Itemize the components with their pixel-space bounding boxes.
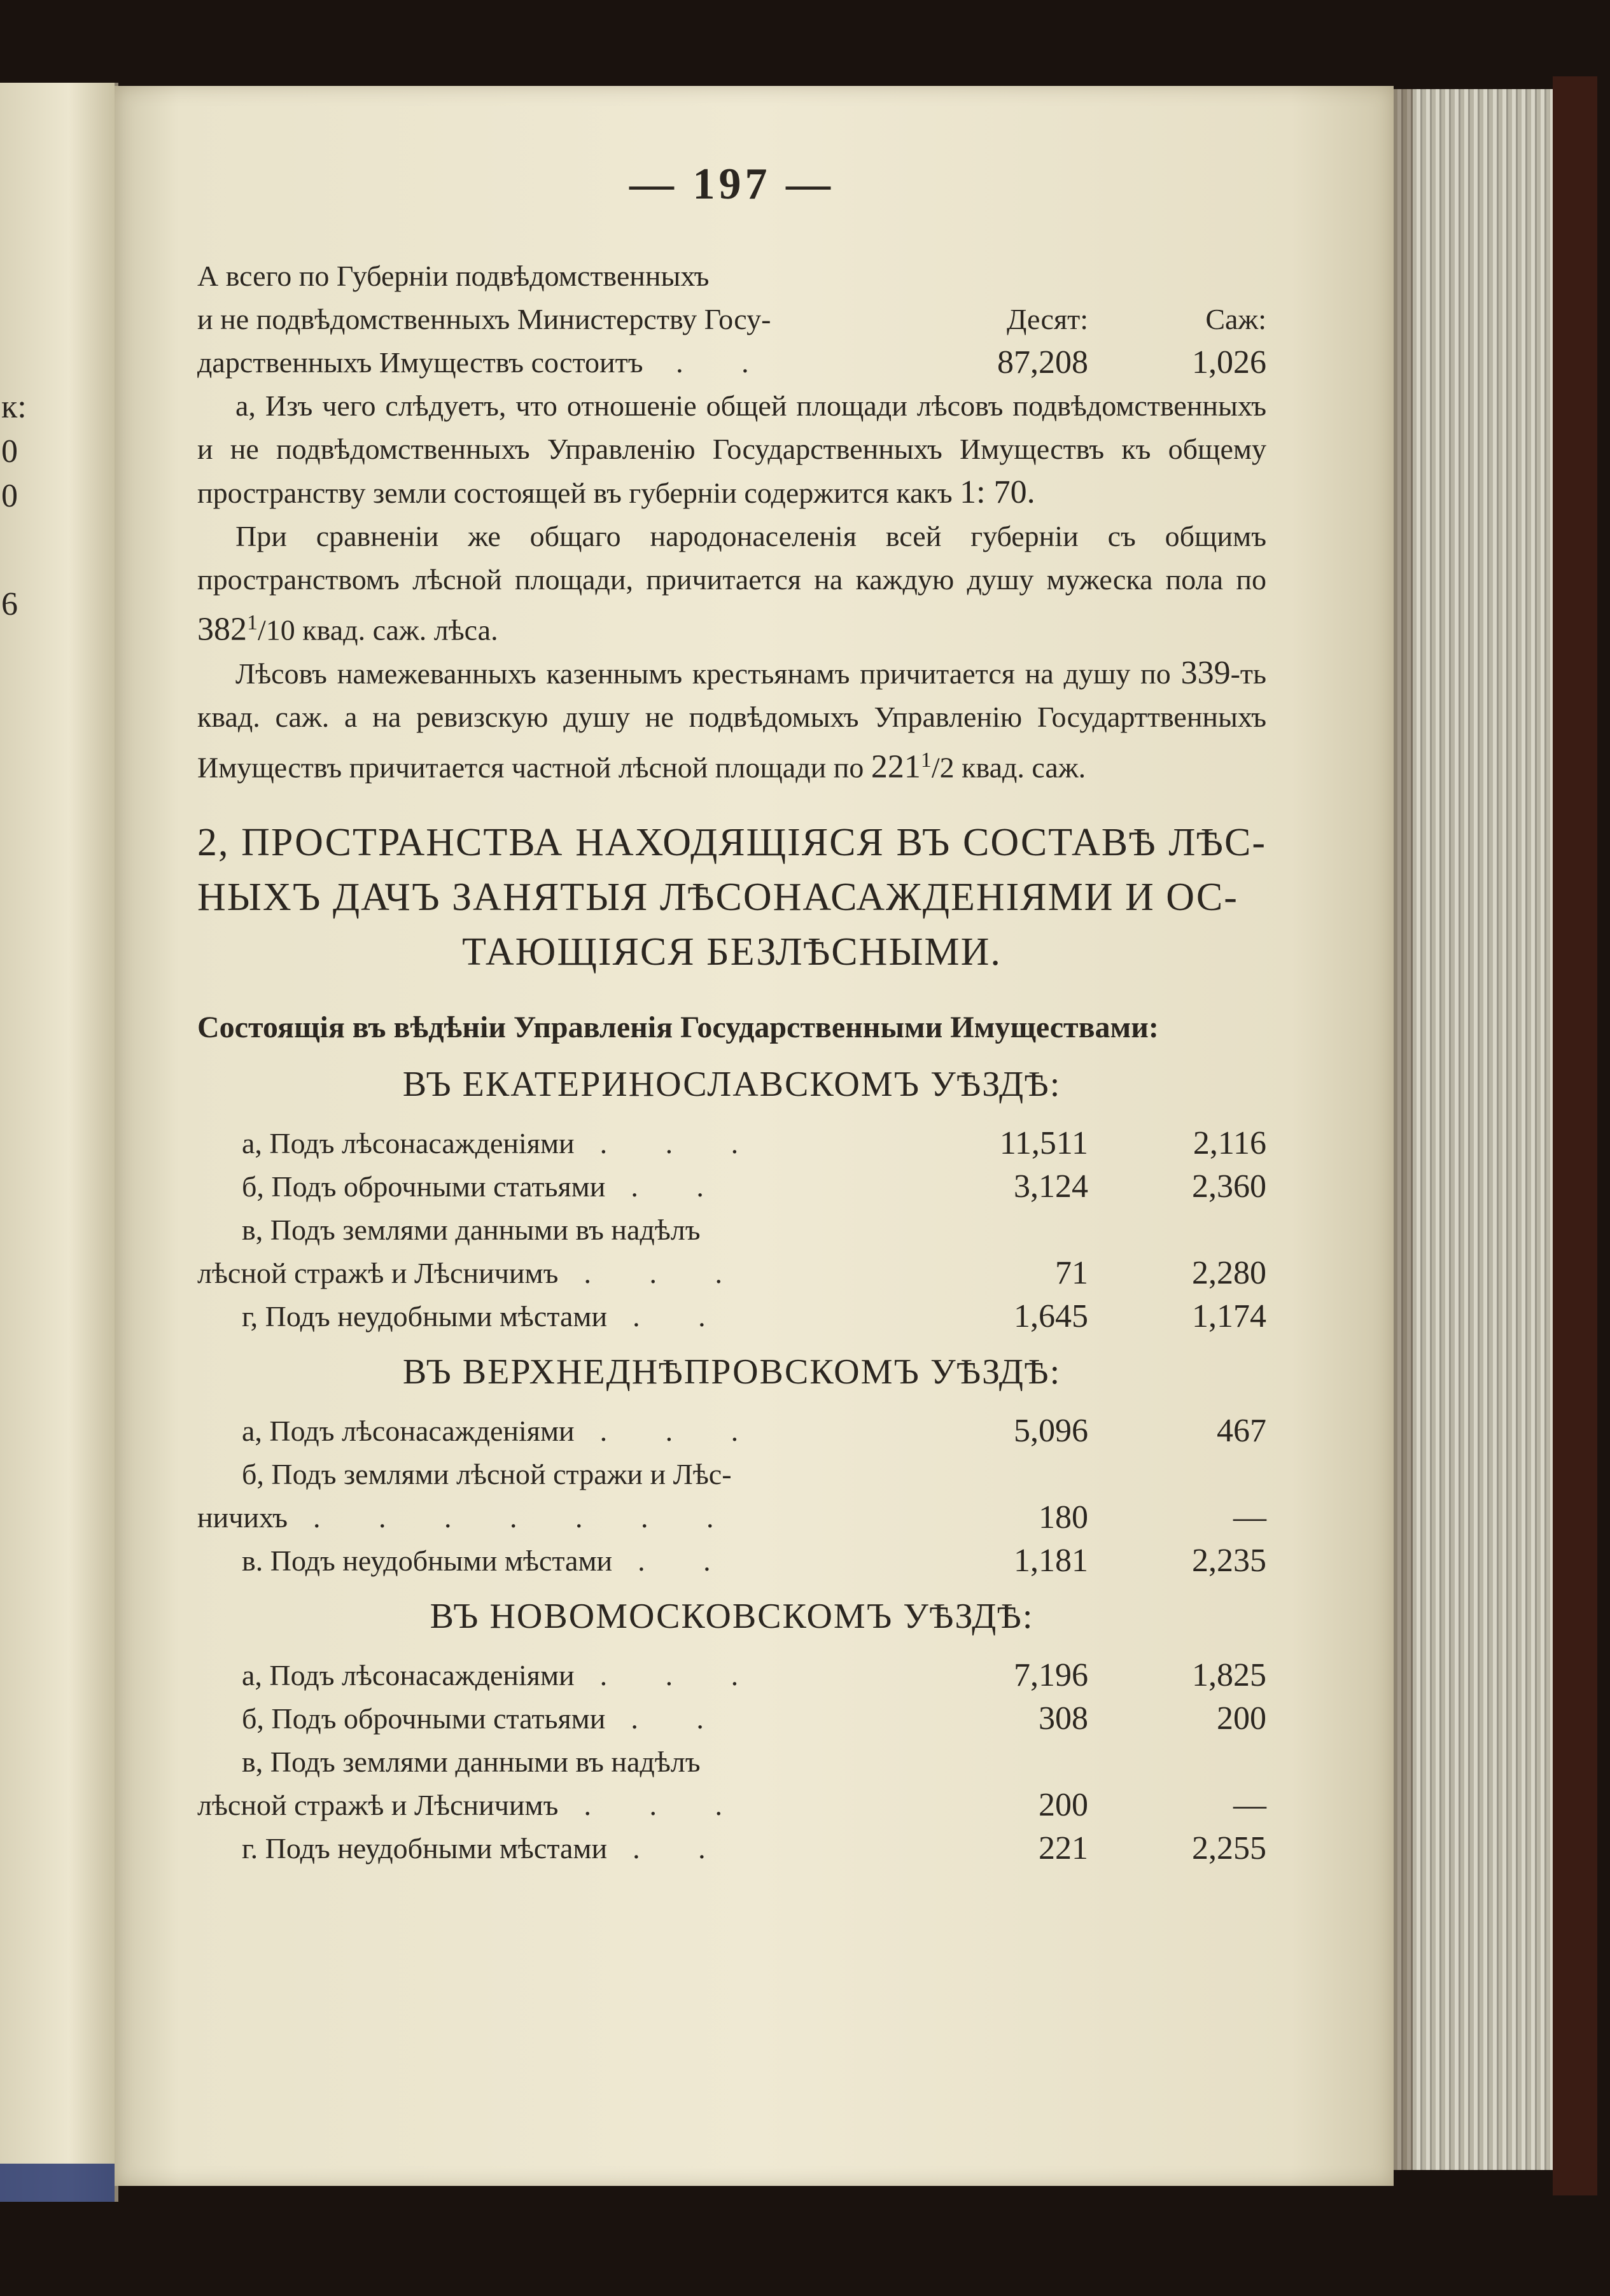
table-row <box>197 1410 1266 1453</box>
row-label: в. Подъ неудобными мѣстами . . <box>242 1544 736 1577</box>
table-row <box>197 1208 1266 1252</box>
value-sazh: 200 <box>1217 1700 1266 1737</box>
totals-line: дарственныхъ Имуществъ состоитъ . . <box>197 346 774 379</box>
value-sazh: — <box>1233 1499 1266 1536</box>
table-row <box>197 1165 1266 1208</box>
district-title: ВЪ ЕКАТЕРИНОСЛАВСКОМЪ УѢЗДѢ: <box>402 1064 1061 1104</box>
left-page-fragment: к: <box>1 389 27 425</box>
column-header-desyat: Десят: <box>1007 303 1088 335</box>
table-row <box>197 1453 1266 1496</box>
table-row <box>197 1539 1266 1583</box>
row-label: б, Подъ землями лѣсной стражи и Лѣс- <box>242 1457 732 1490</box>
section-heading-end: ТАЮЩІЯСЯ БЕЗЛѢСНЫМИ. <box>462 930 1002 974</box>
left-page-fragment: 0 <box>1 433 18 470</box>
value-sazh: 2,280 <box>1192 1254 1266 1291</box>
value-sazh <box>1088 1740 1266 1784</box>
value-sazh <box>1088 1453 1266 1496</box>
table-row <box>197 1295 1266 1338</box>
row-label: а, Подъ лѣсонасажденіями . . . <box>242 1126 764 1159</box>
row-label: г. Подъ неудобными мѣстами . . <box>242 1831 731 1865</box>
left-page-fragment: 6 <box>1 586 18 622</box>
totals-block <box>197 255 1266 384</box>
totals-line: А всего по Губерніи подвѣдомственныхъ <box>197 260 710 292</box>
value-desyat: 180 <box>1039 1499 1088 1536</box>
table-row <box>197 1654 1266 1697</box>
book-cover <box>1553 76 1597 2195</box>
value-desyat: 7,196 <box>1014 1656 1088 1693</box>
page-number: — 197 — <box>629 160 834 209</box>
value-desyat: 1,645 <box>1014 1298 1088 1334</box>
table-row <box>197 1697 1266 1740</box>
value-desyat <box>948 1740 1088 1784</box>
table-row <box>197 1496 1266 1539</box>
value-sazh: 2,360 <box>1192 1168 1266 1205</box>
value-sazh: — <box>1233 1786 1266 1823</box>
table-row <box>197 1784 1266 1827</box>
row-label: г, Подъ неудобными мѣстами . . <box>242 1299 731 1333</box>
value-desyat: 1,181 <box>1014 1542 1088 1579</box>
page-content <box>197 159 1266 1870</box>
row-label: б, Подъ оброчными статьями . . <box>242 1170 729 1203</box>
row-label: а, Подъ лѣсонасажденіями . . . <box>242 1658 764 1691</box>
row-label: б, Подъ оброчными статьями . . <box>242 1702 729 1735</box>
value-desyat <box>948 1453 1088 1496</box>
subheading: Состоящія въ вѣдѣніи Управленія Государственными Имуществами: <box>197 1010 1159 1044</box>
value-desyat: 221 <box>1039 1830 1088 1866</box>
value-sazh: 2,255 <box>1192 1830 1266 1866</box>
value-desyat: 5,096 <box>1014 1412 1088 1449</box>
row-label: лѣсной стражѣ и Лѣсничимъ . . . <box>197 1256 748 1289</box>
left-page-fragment: 0 <box>1 478 18 514</box>
value-desyat <box>948 1208 1088 1252</box>
totals-line: и не подвѣдомственныхъ Министерству Госу- <box>197 303 771 335</box>
value-sazh <box>1088 1208 1266 1252</box>
value-desyat: 200 <box>1039 1786 1088 1823</box>
paragraph-peasants: Лѣсовъ намежеванныхъ казеннымъ крестьянамъ причитается на душу по 339-ть квад. саж. а на ревизскую душу не подвѣдомыхъ Управленію Государттвенныхъ Имуществъ причитается частной лѣсной площади по $221^1/2$ квад. саж. <box>197 655 1267 785</box>
table-row <box>197 1827 1266 1870</box>
column-header-sazh: Саж: <box>1205 303 1266 335</box>
district-tables <box>197 1057 1266 1870</box>
section-heading: 2, ПРОСТРАНСТВА НАХОДЯЩІЯСЯ ВЪ СОСТАВѢ ЛѢС-НЫХЪ ДАЧЪ ЗАНЯТЫЯ ЛѢСОНАСАЖДЕНІЯМИ И ОС- <box>197 820 1266 919</box>
value-sazh: 2,235 <box>1192 1542 1266 1579</box>
value-desyat: 11,511 <box>999 1124 1088 1161</box>
bookmark-ribbon <box>0 2164 115 2202</box>
value-sazh: 1,174 <box>1192 1298 1266 1334</box>
page-gutter-shadow <box>1394 89 1413 2170</box>
table-row <box>197 1122 1266 1165</box>
paragraph-ratio: а, Изъ чего слѣдуетъ, что отношеніе общей площади лѣсовъ подвѣдомственныхъ и не подвѣдомственныхъ Управленію Государственныхъ Имуществъ къ общему пространству земли состоящей въ губерніи содержится какъ 1: 70. <box>197 389 1266 510</box>
value-desyat: 308 <box>1039 1700 1088 1737</box>
row-label: ничихъ . . . . . . . <box>197 1501 739 1534</box>
row-label: лѣсной стражѣ и Лѣсничимъ . . . <box>197 1788 748 1821</box>
paragraph-population: При сравненіи же общаго народонаселенія всей губерніи съ общимъ пространствомъ лѣсной площади, причитается на каждую душу мужеска пола по $382^1/10$ квад. саж. лѣса. <box>197 520 1266 648</box>
value-desyat: 71 <box>1055 1254 1088 1291</box>
table-row <box>197 1740 1266 1784</box>
total-desyat: 87,208 <box>997 344 1088 381</box>
value-sazh: 1,825 <box>1192 1656 1266 1693</box>
row-label: в, Подъ землями данными въ надѣлъ <box>242 1745 701 1778</box>
district-title: ВЪ НОВОМОСКОВСКОМЪ УѢЗДѢ: <box>430 1596 1034 1636</box>
district-title: ВЪ ВЕРХНЕДНѢПРОВСКОМЪ УѢЗДѢ: <box>402 1352 1061 1392</box>
previous-page-edge <box>0 83 118 2202</box>
row-label: а, Подъ лѣсонасажденіями . . . <box>242 1414 764 1447</box>
row-label: в, Подъ землями данными въ надѣлъ <box>242 1213 701 1246</box>
page-stack-edge <box>1394 89 1553 2170</box>
value-desyat: 3,124 <box>1014 1168 1088 1205</box>
value-sazh: 467 <box>1217 1412 1266 1449</box>
table-row <box>197 1252 1266 1295</box>
total-sazh: 1,026 <box>1192 344 1266 381</box>
value-sazh: 2,116 <box>1193 1124 1266 1161</box>
